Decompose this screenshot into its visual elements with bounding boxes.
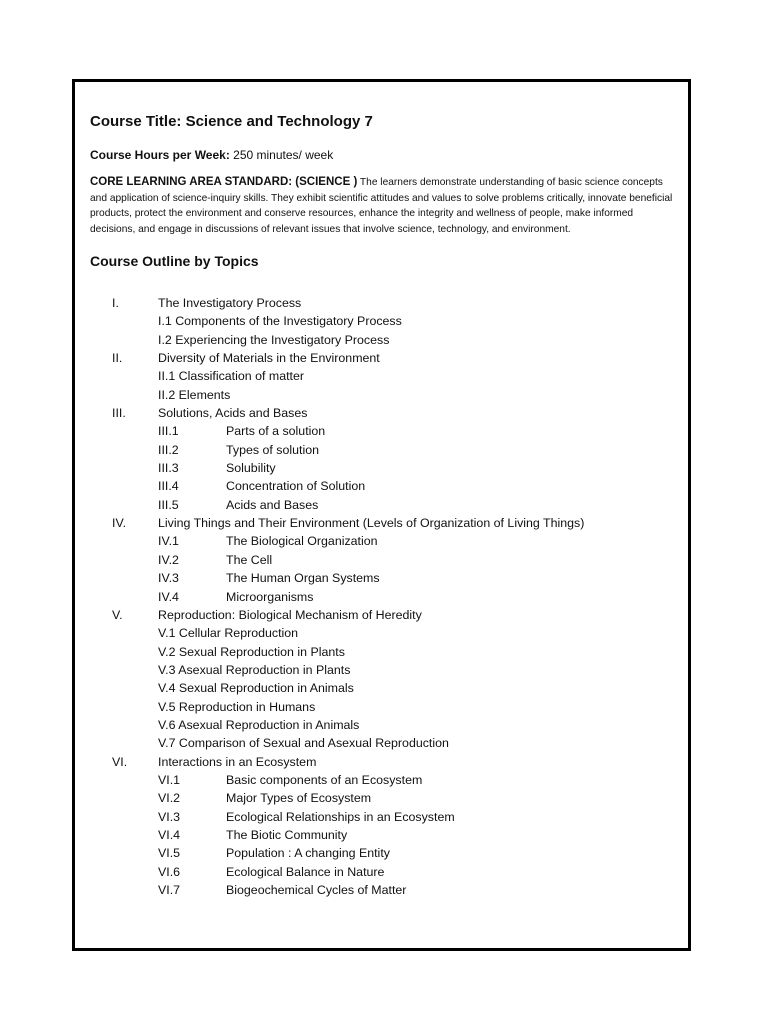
subtopic-number: IV.4 xyxy=(158,589,179,604)
subtopic-number: VI.5 xyxy=(158,846,181,861)
topic-title: Diversity of Materials in the Environment xyxy=(158,351,380,366)
subtopic-title: Solubility xyxy=(226,461,276,476)
outline-subtopic xyxy=(90,312,690,330)
subtopic-title: Basic components of an Ecosystem xyxy=(226,772,423,787)
outline-topic xyxy=(90,753,690,771)
subtopic-title: I.1 Components of the Investigatory Process xyxy=(158,314,402,329)
subtopic-title: V.7 Comparison of Sexual and Asexual Reproduction xyxy=(158,736,449,751)
learning-standard-label: CORE LEARNING AREA STANDARD: (SCIENCE ) xyxy=(90,176,358,188)
topic-title: Reproduction: Biological Mechanism of Heredity xyxy=(158,607,422,622)
subtopic-number: III.1 xyxy=(158,424,179,439)
learning-standard-text: The learners demonstrate understanding of basic science concepts and application of science-inquiry skills. They exhibit scientific attitudes and values to solve problems critically, innovate beneficial products, protect the environment and conserve resources, enhance the integrity and wellness of people, make informed decisions, and engage in discussions of relevant issues that involve science, technology, and environment. xyxy=(90,177,673,235)
topic-number: I. xyxy=(112,296,119,310)
subtopic-title: V.2 Sexual Reproduction in Plants xyxy=(158,644,345,659)
subtopic-title: II.2 Elements xyxy=(158,387,231,402)
course-title: Course Title: Science and Technology 7 xyxy=(90,113,373,130)
subtopic-title: V.6 Asexual Reproduction in Animals xyxy=(158,717,360,732)
outline-subtopic xyxy=(90,734,690,752)
subtopic-title: V.1 Cellular Reproduction xyxy=(158,626,299,641)
course-hours-value: 250 minutes/ week xyxy=(229,148,334,162)
topic-number: IV. xyxy=(112,516,127,531)
outline-subtopic xyxy=(90,386,690,404)
subtopic-number: IV.3 xyxy=(158,571,179,586)
outline-subtopic xyxy=(90,422,690,440)
topic-title: Living Things and Their Environment (Levels of Organization of Living Things) xyxy=(158,516,585,531)
subtopic-title: V.5 Reproduction in Humans xyxy=(158,699,316,714)
outline-subtopic xyxy=(90,716,690,734)
topic-title: Interactions in an Ecosystem xyxy=(158,754,317,769)
subtopic-title: I.2 Experiencing the Investigatory Process xyxy=(158,332,390,347)
outline-subtopic xyxy=(90,679,690,697)
topic-number: II. xyxy=(112,351,123,366)
outline-subtopic xyxy=(90,441,690,459)
outline-subtopic xyxy=(90,331,690,349)
outline-subtopic xyxy=(90,698,690,716)
course-outline xyxy=(90,294,690,899)
subtopic-title: Concentration of Solution xyxy=(226,479,366,494)
subtopic-number: VI.4 xyxy=(158,827,181,842)
subtopic-title: Major Types of Ecosystem xyxy=(226,791,372,806)
learning-standard xyxy=(90,175,680,237)
outline-topic xyxy=(90,294,690,312)
subtopic-number: VI.6 xyxy=(158,864,181,879)
document-content xyxy=(90,110,680,273)
outline-subtopic xyxy=(90,624,690,642)
subtopic-title: Microorganisms xyxy=(226,589,314,604)
subtopic-title: Acids and Bases xyxy=(226,497,319,512)
outline-subtopic xyxy=(90,643,690,661)
subtopic-number: III.4 xyxy=(158,479,179,494)
subtopic-number: VI.2 xyxy=(158,791,181,806)
outline-subtopic xyxy=(90,532,690,550)
subtopic-title: Population : A changing Entity xyxy=(226,846,390,861)
outline-subtopic xyxy=(90,661,690,679)
subtopic-title: II.1 Classification of matter xyxy=(158,369,304,384)
outline-subtopic xyxy=(90,863,690,881)
subtopic-title: The Biological Organization xyxy=(226,534,378,549)
outline-topic xyxy=(90,404,690,422)
outline-subtopic xyxy=(90,496,690,514)
subtopic-title: Ecological Balance in Nature xyxy=(226,864,385,879)
outline-subtopic xyxy=(90,808,690,826)
outline-subtopic xyxy=(90,771,690,789)
outline-subtopic xyxy=(90,551,690,569)
topic-number: III. xyxy=(112,406,126,421)
topic-title: The Investigatory Process xyxy=(158,296,302,310)
outline-subtopic xyxy=(90,588,690,606)
subtopic-number: VI.3 xyxy=(158,809,181,824)
subtopic-title: V.4 Sexual Reproduction in Animals xyxy=(158,681,354,696)
subtopic-title: Biogeochemical Cycles of Matter xyxy=(226,883,407,897)
topic-title: Solutions, Acids and Bases xyxy=(158,406,308,421)
outline-subtopic xyxy=(90,826,690,844)
subtopic-number: IV.2 xyxy=(158,552,179,567)
subtopic-number: VI.7 xyxy=(158,883,181,897)
outline-topic xyxy=(90,349,690,367)
outline-subtopic xyxy=(90,789,690,807)
subtopic-number: III.2 xyxy=(158,442,179,457)
outline-topic xyxy=(90,514,690,532)
subtopic-title: Parts of a solution xyxy=(226,424,326,439)
subtopic-number: IV.1 xyxy=(158,534,179,549)
topic-number: VI. xyxy=(112,754,128,769)
outline-topic xyxy=(90,606,690,624)
subtopic-title: Ecological Relationships in an Ecosystem xyxy=(226,809,455,824)
subtopic-number: III.5 xyxy=(158,497,179,512)
topic-number: V. xyxy=(112,607,123,622)
course-hours-label: Course Hours per Week: xyxy=(90,148,230,162)
outline-subtopic xyxy=(90,367,690,385)
outline-subtopic xyxy=(90,477,690,495)
outline-subtopic xyxy=(90,881,690,899)
subtopic-number: III.3 xyxy=(158,461,179,476)
subtopic-title: The Cell xyxy=(226,552,273,567)
outline-subtopic xyxy=(90,844,690,862)
outline-subtopic xyxy=(90,459,690,477)
outline-subtopic xyxy=(90,569,690,587)
subtopic-title: The Human Organ Systems xyxy=(226,571,380,586)
outline-heading: Course Outline by Topics xyxy=(90,253,259,269)
subtopic-title: Types of solution xyxy=(226,442,319,457)
subtopic-title: The Biotic Community xyxy=(226,827,348,842)
course-hours xyxy=(90,146,680,164)
subtopic-number: VI.1 xyxy=(158,772,181,787)
subtopic-title: V.3 Asexual Reproduction in Plants xyxy=(158,662,351,677)
